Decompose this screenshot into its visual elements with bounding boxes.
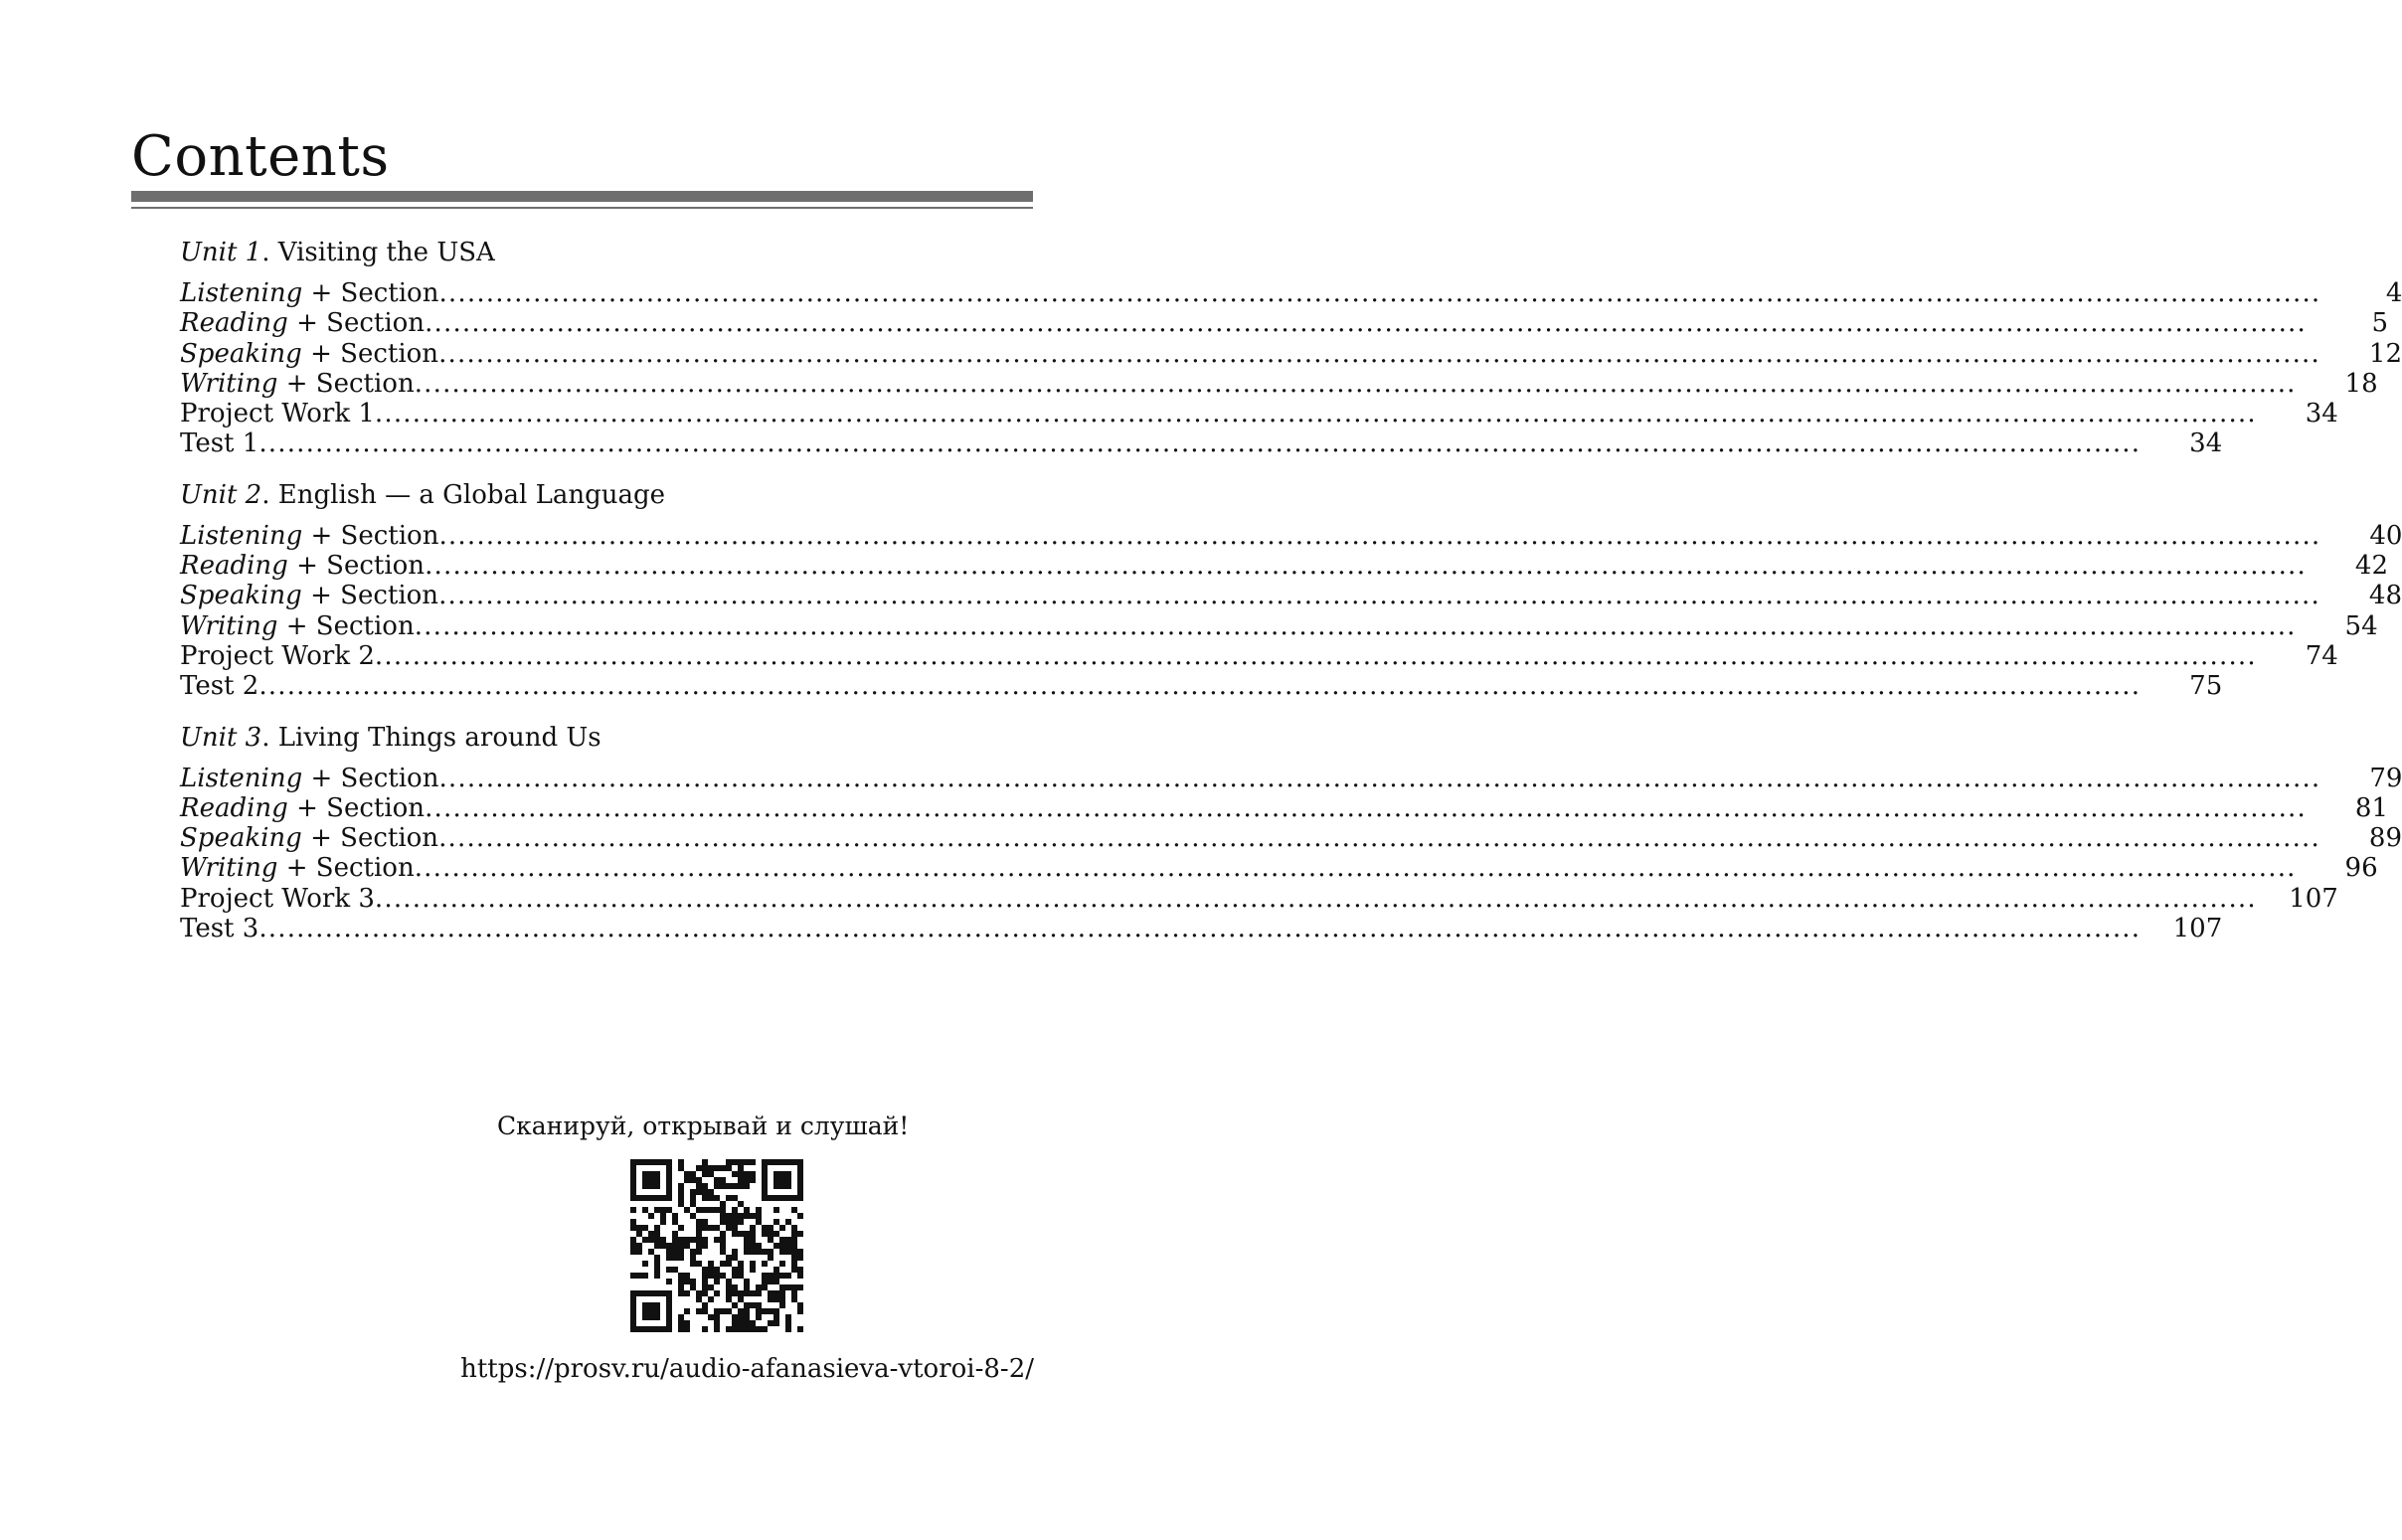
toc-entry[interactable] xyxy=(180,823,2402,854)
dot-leader: ........................................................................................................................................................................................................ xyxy=(374,399,2257,429)
entry-label: Test 1 xyxy=(180,428,259,459)
toc-entry[interactable] xyxy=(180,581,2402,611)
entry-label: Test 2 xyxy=(180,671,259,702)
qr-code-icon[interactable] xyxy=(630,1159,803,1332)
toc-entry[interactable] xyxy=(180,671,2223,702)
dot-leader: ........................................................................................................................................................................................................ xyxy=(374,640,2257,671)
unit-3 xyxy=(180,720,2402,944)
entry-label: + Section xyxy=(287,308,426,339)
entry-page-number: 79 xyxy=(2369,763,2402,793)
entry-page-number: 89 xyxy=(2368,823,2402,854)
toc-entry[interactable] xyxy=(180,428,2223,459)
entry-label: + Section xyxy=(287,792,426,823)
toc-entry[interactable] xyxy=(180,853,2378,884)
title-rule-thin xyxy=(131,207,1033,209)
entry-page-number: 34 xyxy=(2189,428,2223,459)
dot-leader: ........................................................................................................................................................................................................ xyxy=(258,914,2142,944)
entry-italic: Listening xyxy=(180,763,303,793)
toc-entry[interactable] xyxy=(180,551,2388,582)
toc-entry[interactable] xyxy=(180,368,2378,399)
entry-label: + Section xyxy=(302,520,439,551)
toc-entry[interactable] xyxy=(180,278,2402,308)
dot-leader: ........................................................................................................................................................................................................ xyxy=(414,368,2297,399)
toc-entry[interactable] xyxy=(180,610,2378,641)
entry-italic: Listening xyxy=(180,520,303,551)
page-title: Contents xyxy=(131,124,390,189)
toc-entry[interactable] xyxy=(180,792,2388,823)
toc-entry[interactable] xyxy=(180,520,2402,551)
unit-number: Unit 3 xyxy=(180,722,262,753)
entry-page-number: 107 xyxy=(2172,914,2223,944)
dot-leader: ........................................................................................................................................................................................................ xyxy=(414,853,2297,884)
entry-page-number: 96 xyxy=(2344,853,2378,884)
entry-page-number: 40 xyxy=(2369,520,2402,551)
entry-label: + Section xyxy=(301,338,439,369)
entry-italic: Speaking xyxy=(180,823,302,854)
dot-leader: ........................................................................................................................................................................................................ xyxy=(258,671,2142,702)
entry-label: Test 3 xyxy=(180,914,259,944)
entry-page-number: 54 xyxy=(2344,610,2378,641)
entry-label: + Section xyxy=(277,368,415,399)
unit-name: . Visiting the USA xyxy=(261,238,495,267)
entry-page-number: 48 xyxy=(2368,581,2402,611)
entry-label: Project Work 3 xyxy=(180,883,375,914)
entry-italic: Writing xyxy=(180,610,278,641)
entry-page-number: 12 xyxy=(2368,338,2402,369)
unit-number: Unit 1 xyxy=(180,238,262,267)
dot-leader: ........................................................................................................................................................................................................ xyxy=(425,551,2307,582)
entry-italic: Listening xyxy=(180,278,303,308)
entry-italic: Speaking xyxy=(180,581,302,611)
entry-page-number: 74 xyxy=(2305,640,2338,671)
entry-label: + Section xyxy=(277,853,415,884)
entry-label: + Section xyxy=(302,763,439,793)
unit-title xyxy=(180,720,1033,756)
audio-scan-caption: Сканируй, открывай и слушай! xyxy=(497,1112,910,1140)
dot-leader: ........................................................................................................................................................................................................ xyxy=(438,520,2321,551)
entry-label: Project Work 2 xyxy=(180,640,375,671)
table-of-contents xyxy=(180,235,2402,961)
entry-label: Project Work 1 xyxy=(180,399,375,429)
unit-title xyxy=(180,235,1033,270)
toc-entry[interactable] xyxy=(180,883,2338,914)
dot-leader: ........................................................................................................................................................................................................ xyxy=(425,792,2307,823)
entry-italic: Speaking xyxy=(180,338,302,369)
entry-page-number: 5 xyxy=(2371,308,2388,339)
dot-leader: ........................................................................................................................................................................................................ xyxy=(374,883,2257,914)
toc-entry[interactable] xyxy=(180,338,2402,369)
unit-name: . English — a Global Language xyxy=(261,479,666,510)
entry-italic: Reading xyxy=(180,551,288,582)
title-rule-thick xyxy=(131,191,1033,202)
dot-leader: ........................................................................................................................................................................................................ xyxy=(414,610,2297,641)
audio-url-link[interactable]: https://prosv.ru/audio-afanasieva-vtoroi-8-2/ xyxy=(460,1354,1034,1384)
unit-name: . Living Things around Us xyxy=(261,722,601,753)
entry-page-number: 18 xyxy=(2344,368,2378,399)
entry-label: + Section xyxy=(287,551,426,582)
unit-1 xyxy=(180,235,2402,459)
toc-entry[interactable] xyxy=(180,640,2338,671)
entry-page-number: 4 xyxy=(2385,278,2402,308)
unit-2 xyxy=(180,477,2402,702)
dot-leader: ........................................................................................................................................................................................................ xyxy=(438,581,2320,611)
dot-leader: ........................................................................................................................................................................................................ xyxy=(438,338,2320,369)
entry-page-number: 81 xyxy=(2354,792,2388,823)
toc-entry[interactable] xyxy=(180,399,2338,429)
toc-entry[interactable] xyxy=(180,308,2388,339)
toc-entry[interactable] xyxy=(180,763,2402,793)
entry-italic: Reading xyxy=(180,308,288,339)
entry-label: + Section xyxy=(301,581,439,611)
dot-leader: ........................................................................................................................................................................................................ xyxy=(438,278,2321,308)
entry-page-number: 34 xyxy=(2305,399,2338,429)
dot-leader: ........................................................................................................................................................................................................ xyxy=(438,763,2321,793)
entry-label: + Section xyxy=(302,278,439,308)
entry-italic: Writing xyxy=(180,368,278,399)
entry-label: + Section xyxy=(277,610,415,641)
entry-italic: Writing xyxy=(180,853,278,884)
dot-leader: ........................................................................................................................................................................................................ xyxy=(438,823,2320,854)
unit-title xyxy=(180,477,1033,513)
toc-entry[interactable] xyxy=(180,914,2223,944)
entry-label: + Section xyxy=(301,823,439,854)
entry-page-number: 75 xyxy=(2189,671,2223,702)
entry-page-number: 42 xyxy=(2354,551,2388,582)
entry-page-number: 107 xyxy=(2289,883,2338,914)
dot-leader: ........................................................................................................................................................................................................ xyxy=(425,308,2307,339)
unit-number: Unit 2 xyxy=(180,479,262,510)
dot-leader: ........................................................................................................................................................................................................ xyxy=(258,428,2142,459)
entry-italic: Reading xyxy=(180,792,288,823)
